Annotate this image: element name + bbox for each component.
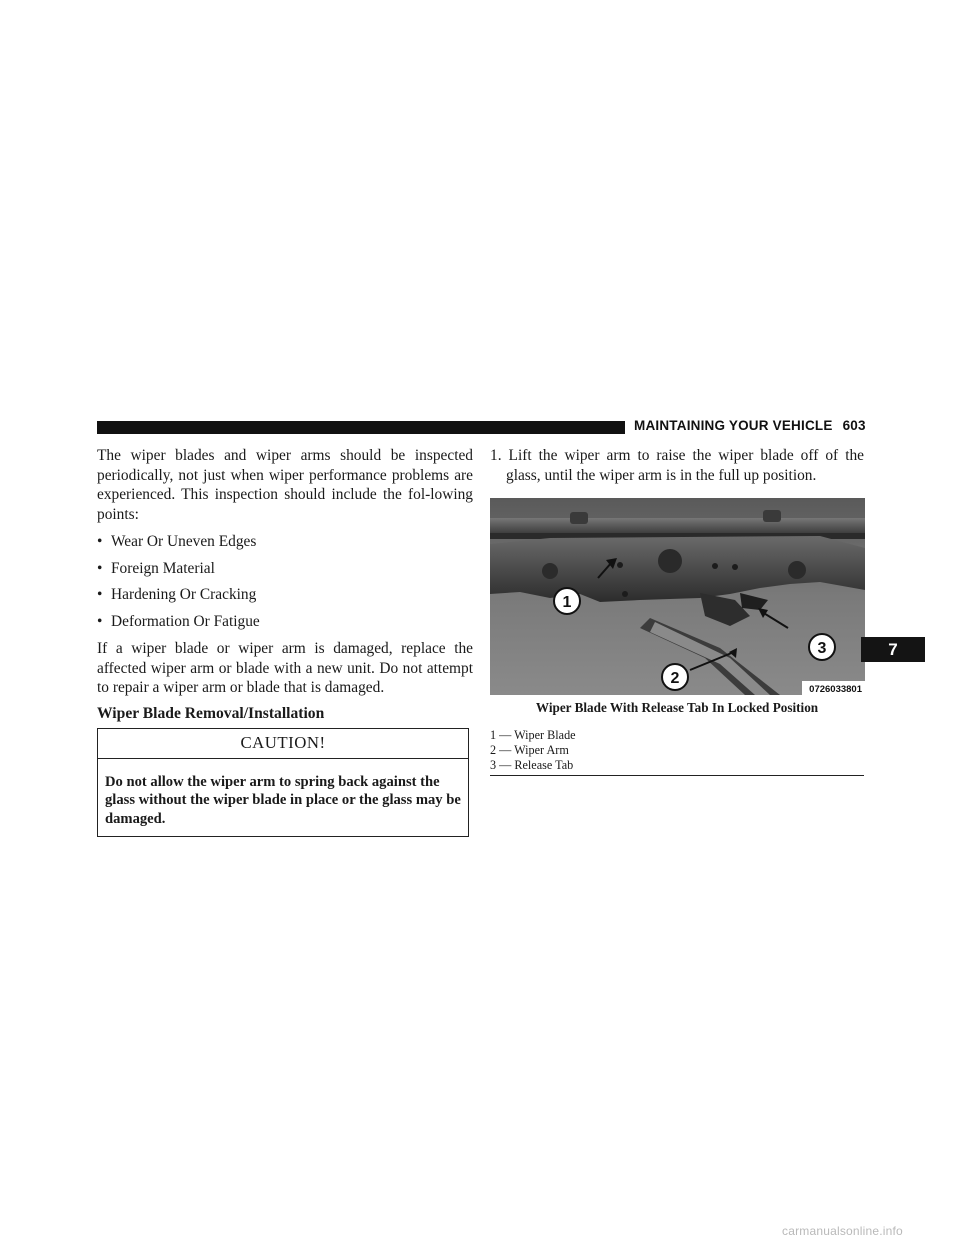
wiper-blade-illustration	[490, 498, 865, 695]
section-heading: Wiper Blade Removal/Installation	[97, 704, 325, 722]
bullet-icon: •	[97, 586, 103, 603]
left-column	[97, 446, 473, 837]
figure-legend	[490, 728, 864, 774]
page-number: 603	[842, 418, 866, 433]
legend-item: 2 — Wiper Arm	[490, 743, 569, 758]
inspection-points-list	[97, 532, 473, 631]
wiper-figure	[490, 498, 865, 695]
list-item: • Deformation Or Fatigue	[97, 612, 260, 630]
list-item: • Hardening Or Cracking	[97, 586, 257, 603]
chapter-tab: 7	[861, 637, 925, 662]
bullet-icon: •	[97, 612, 103, 630]
image-code: 0726033801	[809, 684, 862, 695]
caution-box	[97, 728, 469, 838]
list-item: • Wear Or Uneven Edges	[97, 533, 257, 550]
section-title: MAINTAINING YOUR VEHICLE	[634, 418, 833, 433]
right-column	[490, 446, 864, 776]
legend-item: 3 — Release Tab	[490, 758, 574, 773]
intro-paragraph: The wiper blades and wiper arms should be inspected periodically, not just when wiper performance problems are experienced. This inspection should include the fol-lowing points:	[97, 447, 473, 523]
callout-3: 3	[817, 640, 827, 657]
step-1: 1. Lift the wiper arm to raise the wiper blade off of the glass, until the wiper arm is in the full up position.	[490, 447, 864, 484]
callout-2: 2	[670, 670, 680, 687]
running-header	[634, 418, 866, 433]
bullet-icon: •	[97, 533, 103, 550]
list-item: • Foreign Material	[97, 559, 215, 577]
bullet-icon: •	[97, 559, 103, 577]
damage-paragraph: If a wiper blade or wiper arm is damaged, replace the affected wiper arm or blade with a new unit. Do not attempt to repair a wiper arm or blade that is damaged.	[97, 640, 473, 696]
legend-item: 1 — Wiper Blade	[490, 728, 576, 742]
header-bar	[97, 421, 625, 434]
watermark: carmanualsonline.info	[782, 1224, 903, 1238]
callout-1: 1	[562, 594, 572, 611]
figure-caption: Wiper Blade With Release Tab In Locked Position	[535, 700, 819, 715]
legend-rule	[490, 775, 864, 776]
caution-title: CAUTION!	[98, 729, 468, 759]
caution-text: Do not allow the wiper arm to spring back against the glass without the wiper blade in place or the glass may be damaged.	[105, 773, 461, 827]
